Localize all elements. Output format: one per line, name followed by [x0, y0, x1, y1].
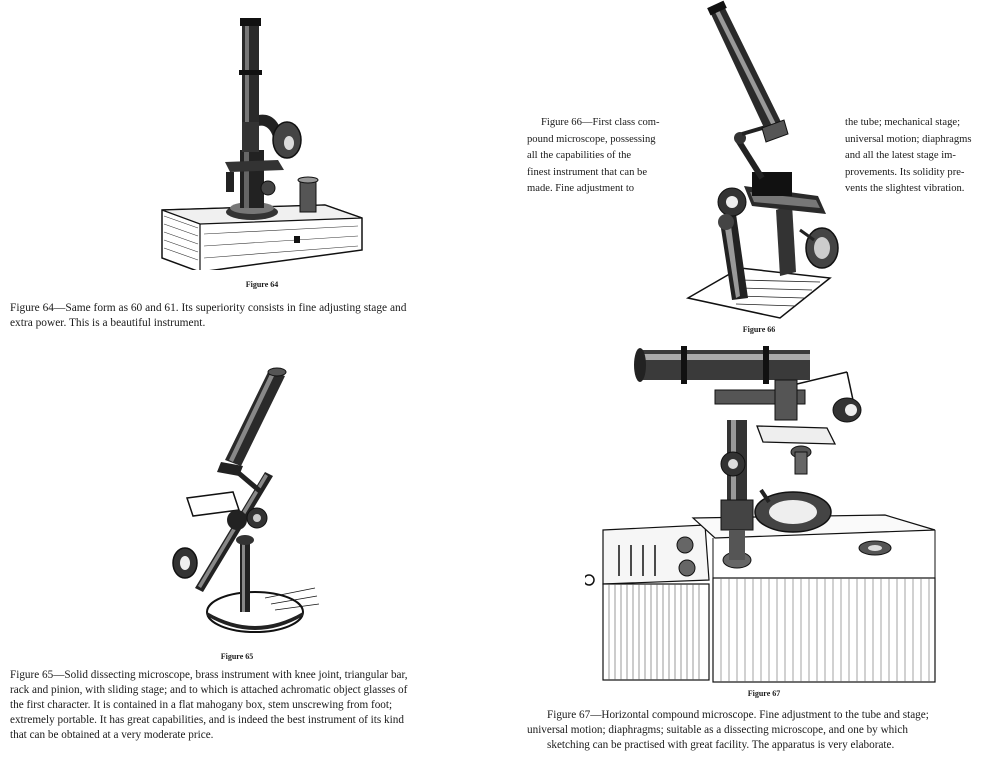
figure-65-label: Figure 65 [220, 652, 254, 661]
caption-line: provements. Its solidity pre- [845, 166, 965, 178]
figure-66-caption-right [845, 115, 993, 198]
caption-line: made. Fine adjustment to [527, 183, 635, 194]
caption-line: pound microscope, possessing [527, 133, 656, 145]
caption-line: that can be obtained at a very moderate price. [10, 729, 214, 741]
caption-line: extra power. This is a beautiful instrument. [10, 317, 206, 329]
figure-67-label: Figure 67 [747, 689, 781, 698]
figure-65-caption [10, 668, 470, 743]
caption-line: rack and pinion, with sliding stage; and to which is attached achromatic object glasses of [10, 684, 408, 696]
caption-line: Figure 64—Same form as 60 and 61. Its superiority consists in fine adjusting stage and [10, 302, 407, 314]
caption-line: sketching can be practised with great facility. The apparatus is very elaborate. [547, 739, 895, 751]
caption-line: all the capabilities of the [527, 150, 632, 161]
caption-line: Figure 67—Horizontal compound microscope. Fine adjustment to the tube and stage; [547, 709, 929, 721]
figure-64-illustration [150, 10, 370, 270]
figure-66-illustration [680, 0, 845, 325]
caption-line: extremely portable. It has great capabilities, and is indeed the best instrument of its kind [10, 714, 404, 726]
figure-65-illustration [165, 360, 335, 640]
caption-line: universal motion; diaphragms; suitable as a dissecting microscope, and one by which [527, 724, 908, 736]
caption-line: the tube; mechanical stage; [845, 117, 961, 128]
figure-67-illustration [585, 340, 940, 692]
caption-line: vents the slightest vibration. [845, 183, 965, 194]
caption-line: the first character. It is contained in a flat mahogany box, stem unscrewing from foot; [10, 699, 393, 711]
figure-67-caption [527, 708, 995, 753]
caption-line: Figure 66—First class com- [541, 117, 660, 128]
figure-66-label: Figure 66 [742, 325, 776, 334]
figure-64-caption [10, 301, 470, 331]
figure-64-label: Figure 64 [245, 280, 279, 289]
caption-line: universal motion; diaphragms [845, 133, 972, 145]
figure-66-caption-left [527, 115, 675, 198]
caption-line: finest instrument that can be [527, 166, 648, 178]
caption-line: Figure 65—Solid dissecting microscope, brass instrument with knee joint, triangular bar, [10, 669, 408, 681]
caption-line: and all the latest stage im- [845, 150, 956, 161]
